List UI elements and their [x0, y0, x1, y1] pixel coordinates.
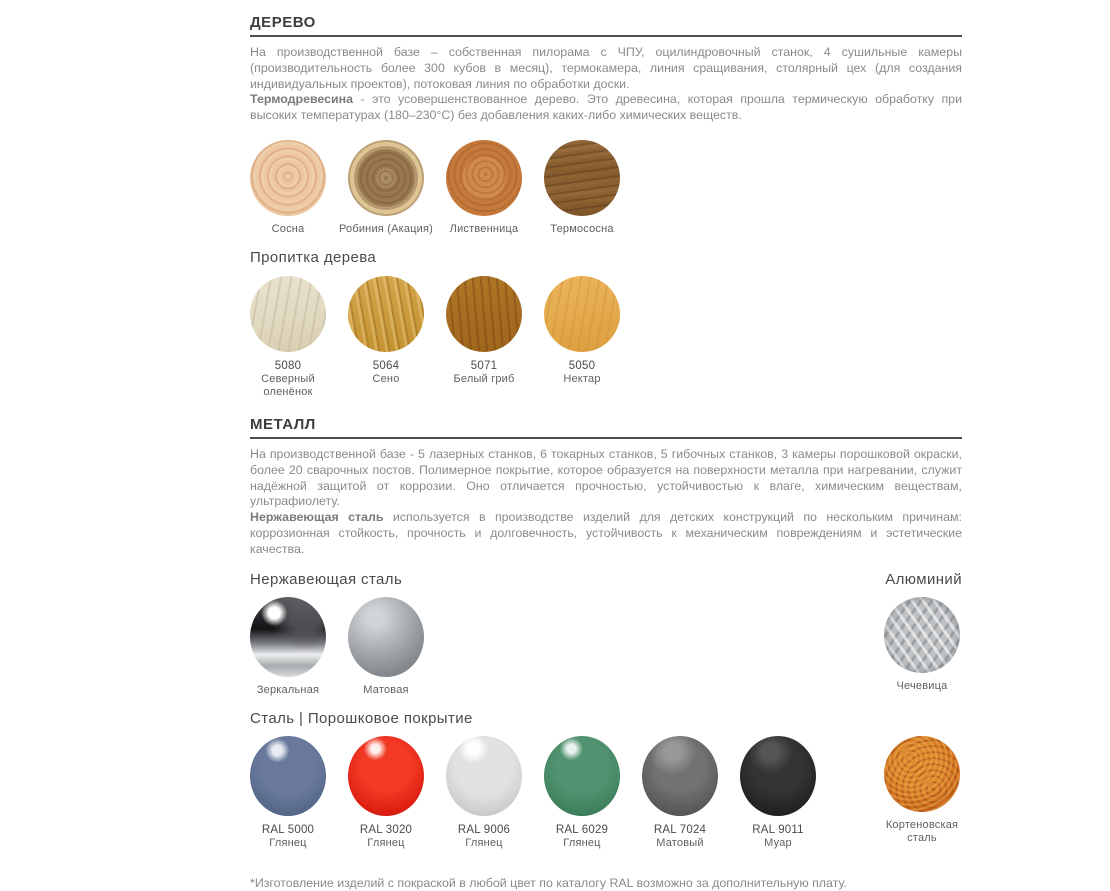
ral-9006-code: RAL 9006 — [457, 823, 511, 836]
wood-species-item — [533, 140, 631, 236]
impregnation-5080-code: 5080 — [274, 359, 302, 372]
wood-thermo-paragraph — [250, 92, 962, 124]
matte-steel-swatch — [348, 597, 424, 677]
stainless-aluminum-headings — [250, 572, 962, 588]
impregnation-5050-swatch — [544, 276, 620, 352]
powder-coating-title: Сталь | Порошковое покрытие — [250, 709, 473, 727]
metal-stainless-paragraph — [250, 510, 962, 557]
stainless-item — [337, 597, 435, 697]
larch-wood-label: Лиственница — [449, 222, 519, 235]
impregnation-5064-label — [372, 359, 399, 386]
stainless-group — [239, 597, 435, 697]
ral-item — [631, 736, 729, 850]
thermopine-wood-swatch — [544, 140, 620, 216]
metal-intro-paragraph: На производственной базе - 5 лазерных станков, 6 токарных станков, 5 гибочных станков, 3 камеры порошковой окраски, более 20 сварочных постов. Полимерное покрытие, которое образуется на поверхности металла при нагревании, служит надёжной защитой от коррозии. Оно отличается прочностью, устойчивостью к влаге, химическим веществам, ультрафиолету. — [250, 446, 962, 509]
ral-3020-swatch — [348, 736, 424, 816]
metal-section — [250, 417, 962, 850]
lentil-aluminum-label: Чечевица — [896, 679, 948, 692]
wood-section — [250, 15, 962, 399]
wood-species-item — [239, 140, 337, 236]
wood-species-row — [239, 140, 962, 236]
ral-7024-finish: Матовый — [656, 836, 704, 849]
impregnation-5064-name: Сено — [372, 372, 400, 385]
ral-9011-swatch — [740, 736, 816, 816]
impregnation-5064-code: 5064 — [372, 359, 400, 372]
stainless-item — [239, 597, 337, 697]
ral-7024-code: RAL 7024 — [653, 823, 707, 836]
impregnation-5050-label — [563, 359, 600, 386]
metal-section-divider — [250, 437, 962, 439]
impregnation-item — [435, 276, 533, 399]
impregnation-5080-label — [239, 359, 337, 399]
lentil-aluminum-swatch — [884, 597, 960, 673]
thermowood-term: Термодревесина — [250, 92, 354, 107]
stainless-title: Нержавеющая сталь — [250, 570, 403, 588]
ral-5000-swatch — [250, 736, 326, 816]
impregnation-5080-swatch — [250, 276, 326, 352]
impregnation-5071-code: 5071 — [470, 359, 498, 372]
wood-intro-paragraph: На производственной базе – собственная пилорама с ЧПУ, оцилиндровочный станок, 4 сушильные камеры (производительность более 300 кубов в месяц), термокамера, линия сращивания, столярный цех (для создания индивидуальных проектов), потоковая линия по обработки доски. — [250, 45, 962, 91]
aluminum-item — [882, 597, 962, 697]
robinia-wood-label: Робиния (Акация) — [338, 222, 434, 235]
corten-item — [882, 736, 962, 850]
impregnation-item — [533, 276, 631, 399]
ral-5000-code: RAL 5000 — [261, 823, 315, 836]
thermowood-text: - это усовершенствованное дерево. Это древесина, которая прошла термическую обработку при высоких температурах (180–230°C) без добавления каких-либо химических веществ. — [250, 92, 962, 123]
ral-item — [533, 736, 631, 850]
ral-9011-code: RAL 9011 — [752, 823, 804, 836]
ral-6029-swatch — [544, 736, 620, 816]
corten-steel-swatch — [884, 736, 960, 812]
robinia-wood-swatch — [348, 140, 424, 216]
ral-9011-finish: Муар — [764, 836, 792, 849]
mirror-steel-swatch — [250, 597, 326, 677]
wood-description — [250, 45, 962, 124]
metal-description — [250, 447, 962, 558]
ral-6029-code: RAL 6029 — [555, 823, 609, 836]
impregnation-item — [239, 276, 337, 399]
impregnation-item — [337, 276, 435, 399]
ral-item — [239, 736, 337, 850]
thermopine-wood-label: Термососна — [550, 222, 614, 235]
stainless-aluminum-row — [250, 597, 962, 697]
ral-9006-finish: Глянец — [465, 836, 503, 849]
wood-section-title: ДЕРЕВО — [250, 14, 316, 31]
impregnation-5050-code: 5050 — [568, 359, 596, 372]
mirror-steel-label: Зеркальная — [256, 683, 320, 696]
metal-section-title: МЕТАЛЛ — [250, 415, 316, 433]
stainless-text: используется в производстве изделий для детских конструкций по нескольким причинам: коррозионная стойкость, прочность и долговечность, устойчивость к механическим повреждениям и эстетические качества. — [250, 510, 962, 556]
ral-item — [435, 736, 533, 850]
impregnation-5071-swatch — [446, 276, 522, 352]
ral-9006-label — [458, 823, 510, 850]
ral-9011-label — [752, 823, 803, 850]
matte-steel-label: Матовая — [363, 683, 409, 696]
impregnation-title: Пропитка дерева — [250, 248, 377, 266]
larch-wood-swatch — [446, 140, 522, 216]
ral-6029-label — [556, 823, 608, 850]
aluminum-title: Алюминий — [885, 570, 962, 588]
ral-9006-swatch — [446, 736, 522, 816]
impregnation-row — [239, 276, 962, 399]
ral-3020-finish: Глянец — [367, 836, 405, 849]
powder-coating-row — [250, 736, 962, 850]
ral-6029-finish: Глянец — [563, 836, 601, 849]
wood-species-item — [435, 140, 533, 236]
ral-5000-label — [262, 823, 314, 850]
ral-7024-label — [654, 823, 706, 850]
ral-group — [239, 736, 827, 850]
corten-steel-label: Кортеновская сталь — [885, 818, 959, 844]
footnote: *Изготовление изделий с покраской в любой цвет по каталогу RAL возможно за дополнительную плату. — [250, 875, 847, 890]
impregnation-5050-name: Нектар — [563, 372, 601, 385]
pine-wood-label: Сосна — [271, 222, 305, 235]
wood-section-divider — [250, 35, 962, 37]
ral-item — [337, 736, 435, 850]
catalog-content — [250, 0, 962, 891]
stainless-term: Нержавеющая сталь — [250, 510, 384, 525]
impregnation-5064-swatch — [348, 276, 424, 352]
ral-item — [729, 736, 827, 850]
ral-3020-label — [360, 823, 412, 850]
pine-wood-swatch — [250, 140, 326, 216]
ral-7024-swatch — [642, 736, 718, 816]
ral-3020-code: RAL 3020 — [359, 823, 413, 836]
impregnation-5071-name: Белый гриб — [453, 372, 515, 385]
impregnation-5071-label — [453, 359, 514, 386]
impregnation-5080-name: Северный оленёнок — [261, 372, 315, 398]
wood-species-item — [337, 140, 435, 236]
ral-5000-finish: Глянец — [269, 836, 307, 849]
